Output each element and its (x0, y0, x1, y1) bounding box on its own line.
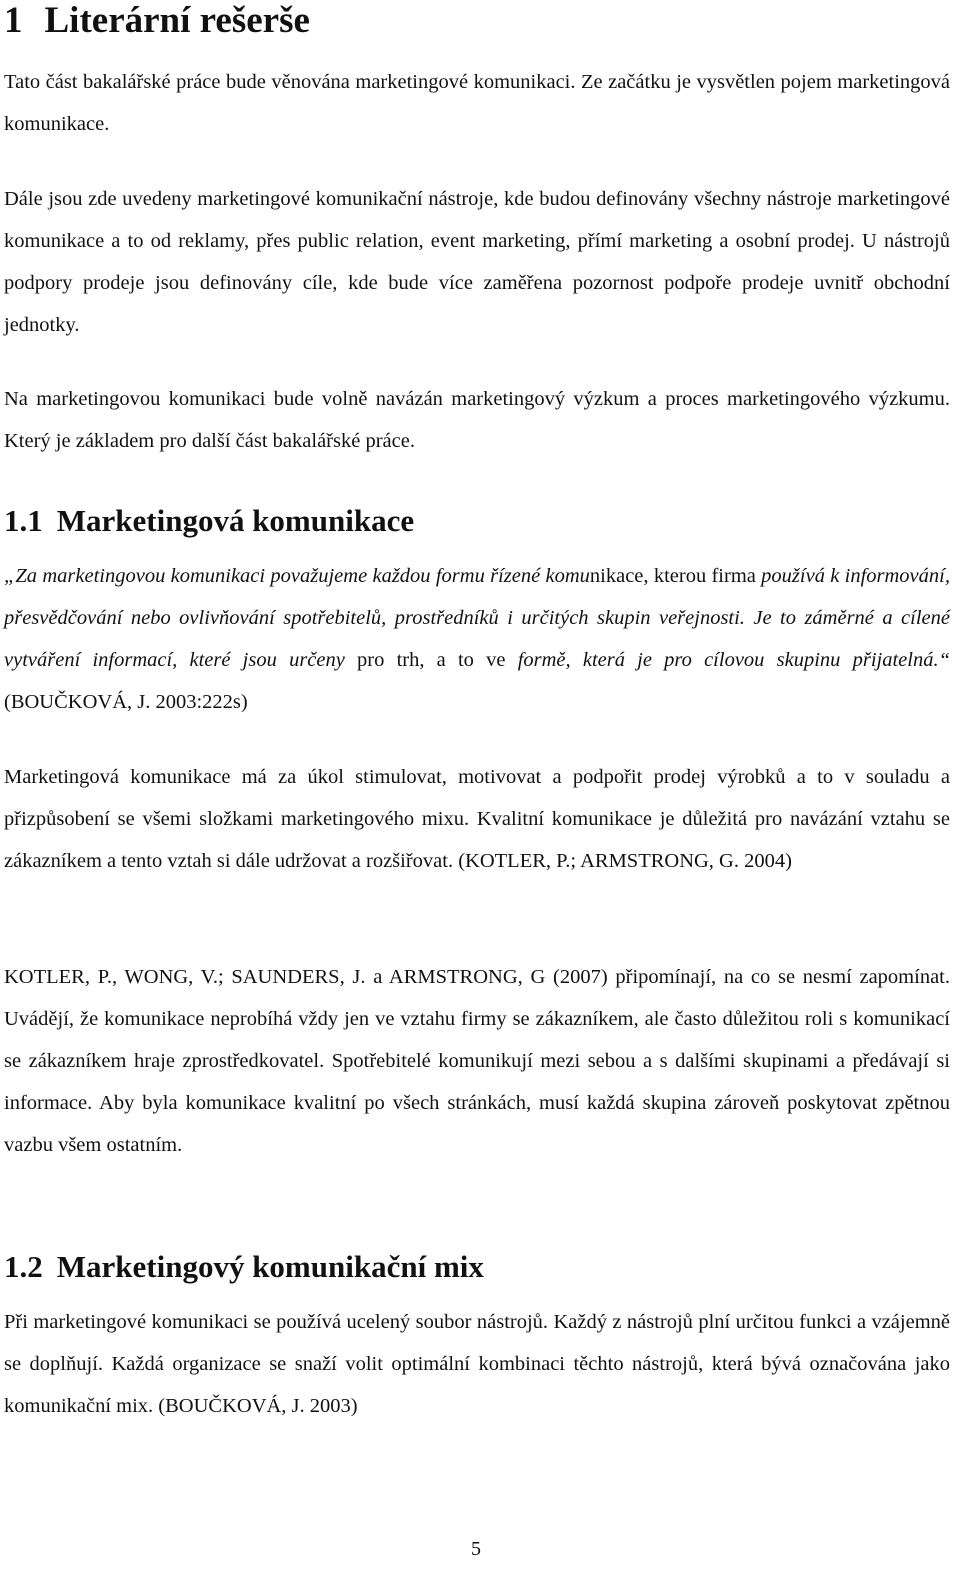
chapter-heading (4, 0, 310, 42)
quote-roman-1: nikace, kterou firma (589, 565, 762, 587)
intro-paragraph-2: Dále jsou zde uvedeny marketingové komunikační nástroje, kde budou definovány všechny nástroje marketingové komunikace a to od reklamy, přes public relation, event marketing, přímí marketing a osobní prodej. U nástrojů podpory prodeje jsou definovány cíle, kde bude více zaměřena pozornost podpoře prodeje uvnitř obchodní jednotky. (4, 188, 950, 336)
quote-citation: (BOUČKOVÁ, J. 2003:222s) (4, 691, 248, 713)
page-number: 5 (471, 1538, 481, 1560)
quote-italic-2: používá k informování, přesvědčování nebo ovlivňování spotřebitelů, prostředníků i určitých skupin veřejnosti. Je to záměrné a cílené vytváření informací, které jsou určeny (4, 565, 950, 671)
quote-roman-2: pro trh, a to ve (357, 649, 518, 671)
section-1-2-paragraph-1: Při marketingové komunikaci se používá ucelený soubor nástrojů. Každý z nástrojů plní určitou funkci a vzájemně se doplňují. Každá organizace se snaží volit optimální kombinaci těchto nástrojů, která bývá označována jako komunikační mix. (BOUČKOVÁ, J. 2003) (4, 1311, 950, 1417)
intro-paragraph-3: Na marketingovou komunikaci bude volně navázán marketingový výzkum a proces marketingového výzkumu. Který je základem pro další část bakalářské práce. (4, 388, 950, 452)
quote-italic-1: „Za marketingovou komunikaci považujeme každou formu řízené komu (4, 565, 590, 587)
section-1-1-paragraph-2: Marketingová komunikace má za úkol stimulovat, motivovat a podpořit prodej výrobků a to v souladu a přizpůsobení se všemi složkami marketingového mixu. Kvalitní komunikace je důležitá pro navázání vztahu se zákazníkem a tento vztah si dále udržovat a rozšiřovat. (KOTLER, P.; ARMSTRONG, G. 2004) (4, 766, 950, 872)
section-title: Marketingový komunikační mix (56, 1249, 484, 1284)
section-number: 1.2 (4, 1249, 43, 1284)
section-number: 1.1 (4, 503, 43, 538)
section-1-1-paragraph-3: KOTLER, P., WONG, V.; SAUNDERS, J. a ARMSTRONG, G (2007) připomínají, na co se nesmí zapomínat. Uvádějí, že komunikace neprobíhá vždy jen ve vztahu firmy se zákazníkem, ale často důležitou roli s komunikací se zákazníkem hraje zprostředkovatel. Spotřebitelé komunikují mezi sebou a s dalšími skupinami a předávají si informace. Aby byla komunikace kvalitní po všech stránkách, musí každá skupina zároveň poskytovat zpětnou vazbu všem ostatním. (4, 966, 950, 1156)
quote-paragraph (4, 555, 950, 723)
section-title: Marketingová komunikace (56, 503, 415, 538)
quote-italic-3: formě, která je pro cílovou skupinu přijatelná.“ (517, 649, 950, 671)
intro-paragraph-1: Tato část bakalářské práce bude věnována marketingové komunikaci. Ze začátku je vysvětlen pojem marketingová komunikace. (4, 71, 950, 135)
chapter-number: 1 (4, 0, 23, 41)
section-heading-1-1 (4, 503, 414, 539)
chapter-title: Literární rešerše (44, 0, 310, 41)
section-heading-1-2 (4, 1249, 484, 1285)
